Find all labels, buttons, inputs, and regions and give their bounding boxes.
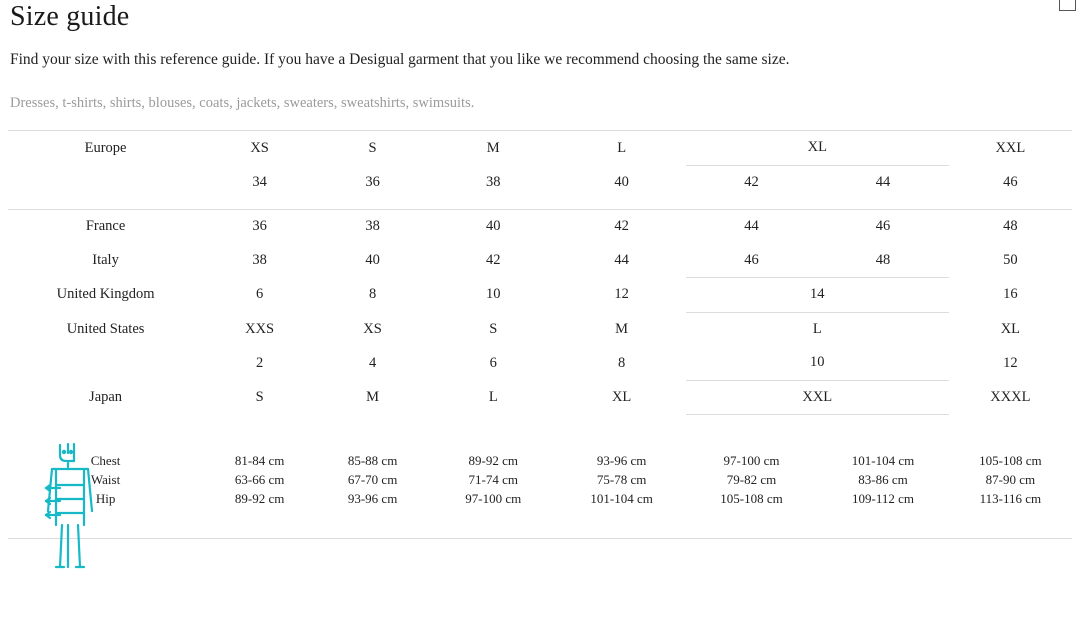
table-row <box>8 131 1072 165</box>
cell: 38 <box>365 218 380 235</box>
cell: 42 <box>614 218 629 235</box>
table-separator <box>8 199 1072 210</box>
measurement-row <box>8 451 1072 470</box>
page-title: Size guide <box>10 1 130 32</box>
cell: 38 <box>486 173 501 190</box>
row-label-france: France <box>85 218 126 235</box>
cell: 46 <box>686 244 817 278</box>
cell: M <box>486 139 500 156</box>
cell: 44 <box>614 252 629 268</box>
cell: 101-104 cm <box>590 490 653 506</box>
measurements-section <box>8 451 1072 538</box>
cell: M <box>366 388 380 405</box>
cell: 71-74 cm <box>468 471 518 487</box>
cell: 8 <box>368 286 377 303</box>
cell: 36 <box>252 218 267 235</box>
categories-text: Dresses, t-shirts, shirts, blouses, coats, jackets, sweaters, sweatshirts, swimsuits. <box>10 95 475 111</box>
cell: 46 <box>875 218 891 235</box>
cell: 50 <box>1003 252 1018 268</box>
cell: 113-116 cm <box>979 490 1042 506</box>
table-row <box>8 380 1072 415</box>
measurement-label-hip: Hip <box>95 490 116 506</box>
cell: 6 <box>255 286 264 303</box>
table-spacer <box>8 415 1072 446</box>
cell: 93-96 cm <box>596 452 647 468</box>
intro-text: Find your size with this reference guide. If you have a Desigual garment that you like we recommend choosing the same size. <box>10 51 790 68</box>
cell: 36 <box>365 173 380 190</box>
cell-merged-xl: XL <box>686 131 949 165</box>
cell: 16 <box>1003 286 1018 303</box>
table-row <box>8 312 1072 346</box>
cell: M <box>615 320 629 337</box>
row-label-united-kingdom: United Kingdom <box>56 286 155 303</box>
cell: 63-66 cm <box>234 471 285 487</box>
cell: S <box>368 139 377 156</box>
cell: 83-86 cm <box>858 471 908 487</box>
cell: 12 <box>614 286 629 303</box>
cell: 44 <box>875 173 891 190</box>
cell: L <box>488 388 498 405</box>
cell: L <box>617 139 627 156</box>
cell: 89-92 cm <box>234 490 285 506</box>
cell: 105-108 cm <box>720 490 783 506</box>
cell-merged-xl: XXL <box>686 380 949 415</box>
measurement-label-chest: Chest <box>90 452 121 468</box>
cell: XL <box>611 388 632 405</box>
cell-merged-xl: L <box>812 320 822 337</box>
cell: S <box>255 388 264 405</box>
measurement-spacer <box>8 508 1072 538</box>
cell: 44 <box>744 218 759 235</box>
table-row <box>8 278 1072 313</box>
cell: 4 <box>368 354 377 371</box>
cell: 46 <box>1003 173 1018 190</box>
cell: 81-84 cm <box>234 452 285 468</box>
cell: XXXL <box>990 388 1031 405</box>
cell: XS <box>250 139 269 156</box>
cell: 8 <box>618 354 626 371</box>
cell: 85-88 cm <box>347 452 398 468</box>
measurement-label-waist: Waist <box>90 471 121 487</box>
cell: 97-100 cm <box>723 452 780 468</box>
cell: 40 <box>365 252 380 268</box>
measurement-row <box>8 489 1072 508</box>
body-measurement-figure <box>38 441 102 571</box>
cell-merged-xl: 14 <box>686 278 949 313</box>
cell: 89-92 cm <box>468 452 518 468</box>
cell: 97-100 cm <box>465 490 522 506</box>
cell: XXS <box>245 320 275 337</box>
cell: 79-82 cm <box>726 471 777 487</box>
close-icon[interactable] <box>1059 0 1076 11</box>
cell: 93-96 cm <box>347 490 398 506</box>
cell: 67-70 cm <box>347 471 398 487</box>
cell: 38 <box>252 252 267 268</box>
cell: 40 <box>486 218 501 235</box>
size-table-container <box>8 130 1072 539</box>
cell: XXL <box>995 139 1026 156</box>
cell: 42 <box>486 252 501 268</box>
cell: S <box>489 320 498 337</box>
cell: 6 <box>489 354 497 371</box>
row-label-europe: Europe <box>84 139 127 156</box>
row-label-united-states: United States <box>66 320 145 337</box>
row-label-empty <box>8 346 203 380</box>
cell: 87-90 cm <box>985 471 1036 487</box>
cell: XL <box>1000 320 1021 337</box>
cell: 75-78 cm <box>596 471 647 487</box>
cell: 105-108 cm <box>979 452 1042 468</box>
cell: XS <box>363 320 382 337</box>
measurements-table <box>8 451 1072 538</box>
cell: 12 <box>1003 354 1018 371</box>
cell: 34 <box>252 173 267 190</box>
cell: 101-104 cm <box>851 452 915 468</box>
cell: 109-112 cm <box>852 490 914 506</box>
cell: 40 <box>614 173 629 190</box>
row-label-empty <box>8 165 203 199</box>
size-table <box>8 131 1072 445</box>
cell: 10 <box>486 286 501 303</box>
table-row <box>8 165 1072 199</box>
cell: 42 <box>744 173 759 190</box>
measurement-row <box>8 470 1072 489</box>
cell: 2 <box>255 354 264 371</box>
table-row <box>8 346 1072 380</box>
cell: 48 <box>1003 218 1018 235</box>
row-label-italy: Italy <box>92 252 119 268</box>
row-label-japan: Japan <box>89 388 123 405</box>
cell-merged-xl: 10 <box>686 346 949 380</box>
table-row <box>8 210 1072 244</box>
table-row <box>8 244 1072 278</box>
cell: 48 <box>817 244 948 278</box>
